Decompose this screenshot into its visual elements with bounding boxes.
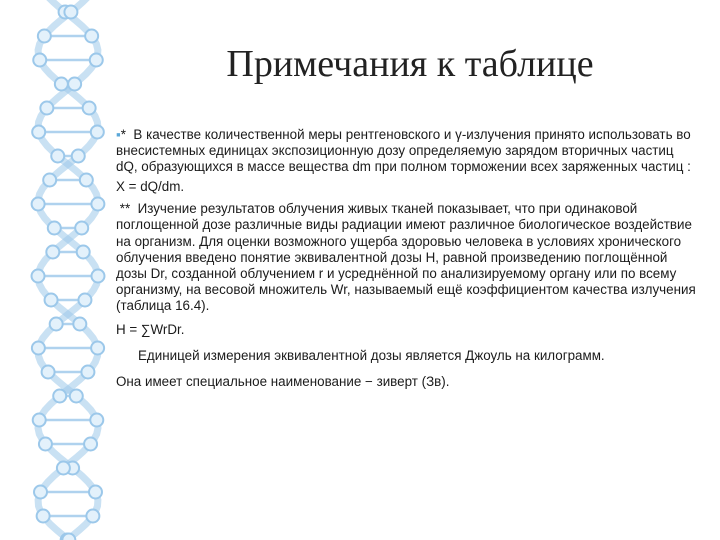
note-1-text: В качестве количественной меры рентгеновского и γ-излучения принято использовать во внесистемных единицах экспозиционную дозу определяемую зарядом вторичных частиц dQ, образующихся в массе вещества dm при полном торможении всех заряженных частиц :: [116, 127, 691, 175]
exposure-dose-formula: Х = dQ/dm.: [116, 179, 185, 195]
slide-body: [116, 127, 696, 390]
dna-node: [32, 270, 45, 283]
dna-node: [51, 150, 64, 163]
dna-node: [45, 294, 58, 307]
dna-node: [85, 30, 98, 43]
dna-node: [91, 342, 104, 355]
dna-node: [50, 318, 63, 331]
dna-node: [64, 6, 77, 19]
dna-node: [90, 54, 103, 67]
dna-node: [43, 174, 56, 187]
dna-node: [91, 198, 104, 211]
dna-node: [33, 414, 46, 427]
dna-node: [89, 486, 102, 499]
dna-node: [42, 366, 55, 379]
dna-node: [73, 318, 86, 331]
dna-node: [84, 438, 97, 451]
dna-node: [83, 102, 96, 115]
dna-node: [46, 246, 59, 259]
dna-node: [32, 342, 45, 355]
dna-node: [68, 78, 81, 91]
dna-node: [78, 294, 91, 307]
note-2-paragraph: [116, 201, 696, 314]
dna-node: [62, 534, 75, 540]
note-2-text: Изучение результатов облучения живых тканей показывает, что при одинаковой поглощенной дозе различные виды радиации имеют различное биологическое воздействие на организм. Для оценки возможного ущерба здоровью человека в условиях хронического облучения введено понятие эквивалентной дозы Н, равной произведению поглощённой дозы Dr, созданной облучением r и усреднённой по анализируемому органу или по всему организму, на весовой множитель Wr, называемый ещё коэффициентом качества излучения (таблица 16.4).: [116, 201, 696, 313]
dna-node: [77, 246, 90, 259]
dna-node: [48, 222, 61, 235]
dna-node: [70, 390, 83, 403]
dna-node: [33, 54, 46, 67]
dna-node: [39, 438, 52, 451]
dna-node: [80, 174, 93, 187]
dna-node: [91, 126, 104, 139]
dna-node: [91, 270, 104, 283]
dna-node: [90, 414, 103, 427]
dna-node: [40, 102, 53, 115]
note-1-paragraph: [116, 127, 696, 175]
dna-node: [34, 486, 47, 499]
unit-of-measure-line: Единицей измерения эквивалентной дозы является Джоуль на килограмм.: [138, 348, 605, 364]
dna-node: [81, 366, 94, 379]
dna-node: [57, 462, 70, 475]
note-1-marker: *: [120, 127, 126, 142]
dna-node: [38, 30, 51, 43]
equivalent-dose-formula: Н = ∑WrDr.: [116, 322, 185, 338]
dna-node: [32, 126, 45, 139]
dna-node: [53, 390, 66, 403]
dna-node: [72, 150, 85, 163]
dna-node: [75, 222, 88, 235]
dna-node: [37, 510, 50, 523]
note-2-marker: **: [119, 201, 131, 217]
unit-name-line: Она имеет специальное наименование − зиверт (Зв).: [116, 374, 450, 390]
slide-title: Примечания к таблице: [226, 43, 594, 85]
dna-node: [32, 198, 45, 211]
dna-node: [86, 510, 99, 523]
bullet-icon: ▪: [116, 127, 121, 142]
dna-node: [55, 78, 68, 91]
